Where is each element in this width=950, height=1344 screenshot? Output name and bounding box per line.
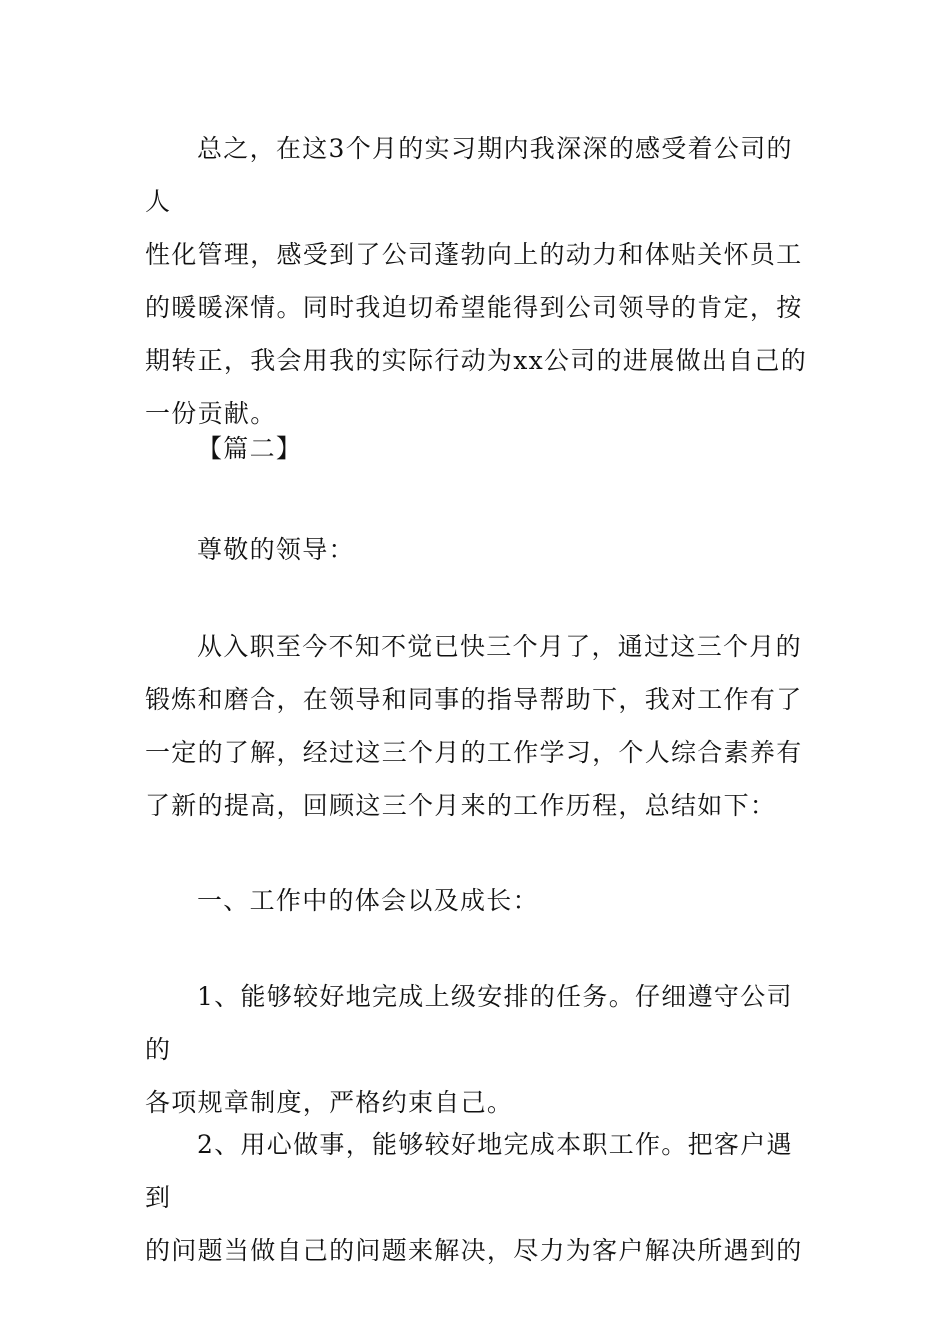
paragraph-conclusion: 总之，在这3个月的实习期内我深深的感受着公司的人 性化管理，感受到了公司蓬勃向上的动力和体贴关怀员工 的暖暖深情。同时我迫切希望能得到公司领导的肯定，按 期转正，我会用我的实际行动为xx公司的进展做出自己的 一份贡献。 bbox=[145, 134, 808, 428]
section-heading: 【篇二】 bbox=[197, 434, 303, 463]
salutation: 尊敬的领导： bbox=[197, 535, 355, 564]
section-title: 一、工作中的体会以及成长： bbox=[197, 886, 539, 915]
paragraph-intro: 从入职至今不知不觉已快三个月了，通过这三个月的 锻炼和磨合，在领导和同事的指导帮助下，我对工作有了 一定的了解，经过这三个月的工作学习，个人综合素养有 了新的提高，回顾这三个月来的工作历程，总结如下： bbox=[145, 632, 803, 820]
list-item-2: 2、用心做事，能够较好地完成本职工作。把客户遇到 的问题当做自己的问题来解决，尽力为客户解决所遇到的 bbox=[145, 1130, 803, 1265]
list-item-1: 1、能够较好地完成上级安排的任务。仔细遵守公司的 各项规章制度，严格约束自己。 bbox=[145, 982, 793, 1117]
